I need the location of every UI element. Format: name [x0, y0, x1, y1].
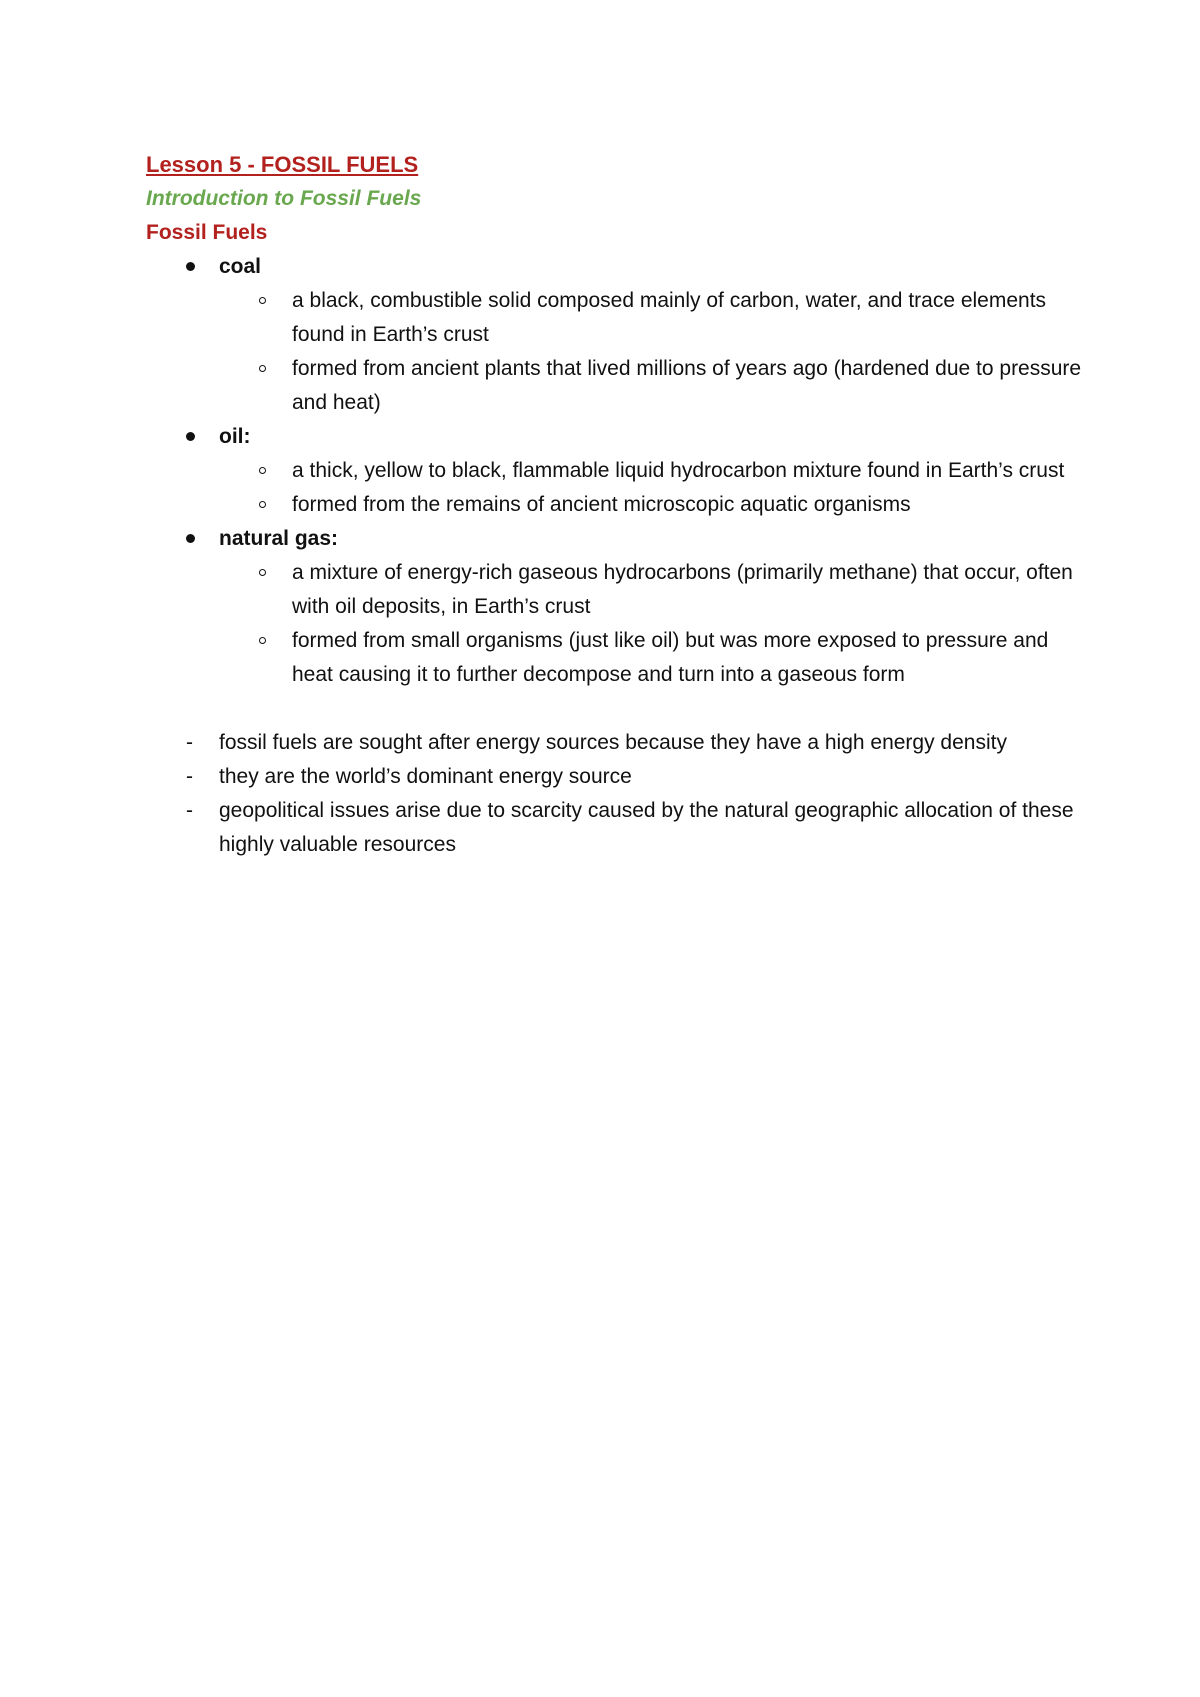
topic-label: oil:	[219, 425, 251, 448]
sub-point-text: formed from the remains of ancient microscopic aquatic organisms	[292, 493, 911, 516]
hollow-bullet-icon	[259, 297, 266, 304]
spacer	[146, 692, 1086, 726]
note-text: fossil fuels are sought after energy sources because they have a high energy density	[219, 731, 1007, 754]
bullet-icon	[186, 262, 195, 271]
dash-marker: -	[186, 765, 193, 788]
lesson-subtitle: Introduction to Fossil Fuels	[146, 187, 422, 210]
topic-oil	[146, 420, 1086, 454]
document-body	[146, 148, 1086, 862]
sub-point	[146, 284, 1086, 352]
hollow-bullet-icon	[259, 501, 266, 508]
section-heading: Fossil Fuels	[146, 221, 268, 244]
note-item	[146, 794, 1086, 862]
sub-point-text: a mixture of energy-rich gaseous hydrocarbons (primarily methane) that occur, often with oil deposits, in Earth’s crust	[292, 561, 1073, 618]
hollow-bullet-icon	[259, 467, 266, 474]
bullet-icon	[186, 432, 195, 441]
note-text: geopolitical issues arise due to scarcity caused by the natural geographic allocation of these highly valuable resources	[219, 799, 1074, 856]
topic-label: coal	[219, 255, 262, 278]
note-item	[146, 760, 1086, 794]
sub-point	[146, 454, 1086, 488]
topic-label: natural gas:	[219, 527, 339, 550]
sub-point	[146, 624, 1086, 692]
dash-marker: -	[186, 799, 193, 822]
sub-point-text: a thick, yellow to black, flammable liquid hydrocarbon mixture found in Earth’s crust	[292, 459, 1065, 482]
dash-marker: -	[186, 731, 193, 754]
note-item	[146, 726, 1086, 760]
sub-point	[146, 352, 1086, 420]
note-text: they are the world’s dominant energy source	[219, 765, 632, 788]
sub-point-text: formed from ancient plants that lived millions of years ago (hardened due to pressure and heat)	[292, 357, 1082, 414]
topic-natural-gas	[146, 522, 1086, 556]
sub-point	[146, 488, 1086, 522]
bullet-icon	[186, 534, 195, 543]
sub-point	[146, 556, 1086, 624]
sub-point-text: formed from small organisms (just like oil) but was more exposed to pressure and heat causing it to further decompose and turn into a gaseous form	[292, 629, 1049, 686]
hollow-bullet-icon	[259, 569, 266, 576]
topic-coal	[146, 250, 1086, 284]
hollow-bullet-icon	[259, 637, 266, 644]
lesson-title: Lesson 5 - FOSSIL FUELS	[146, 152, 419, 177]
sub-point-text: a black, combustible solid composed mainly of carbon, water, and trace elements found in Earth’s crust	[292, 289, 1047, 346]
hollow-bullet-icon	[259, 365, 266, 372]
